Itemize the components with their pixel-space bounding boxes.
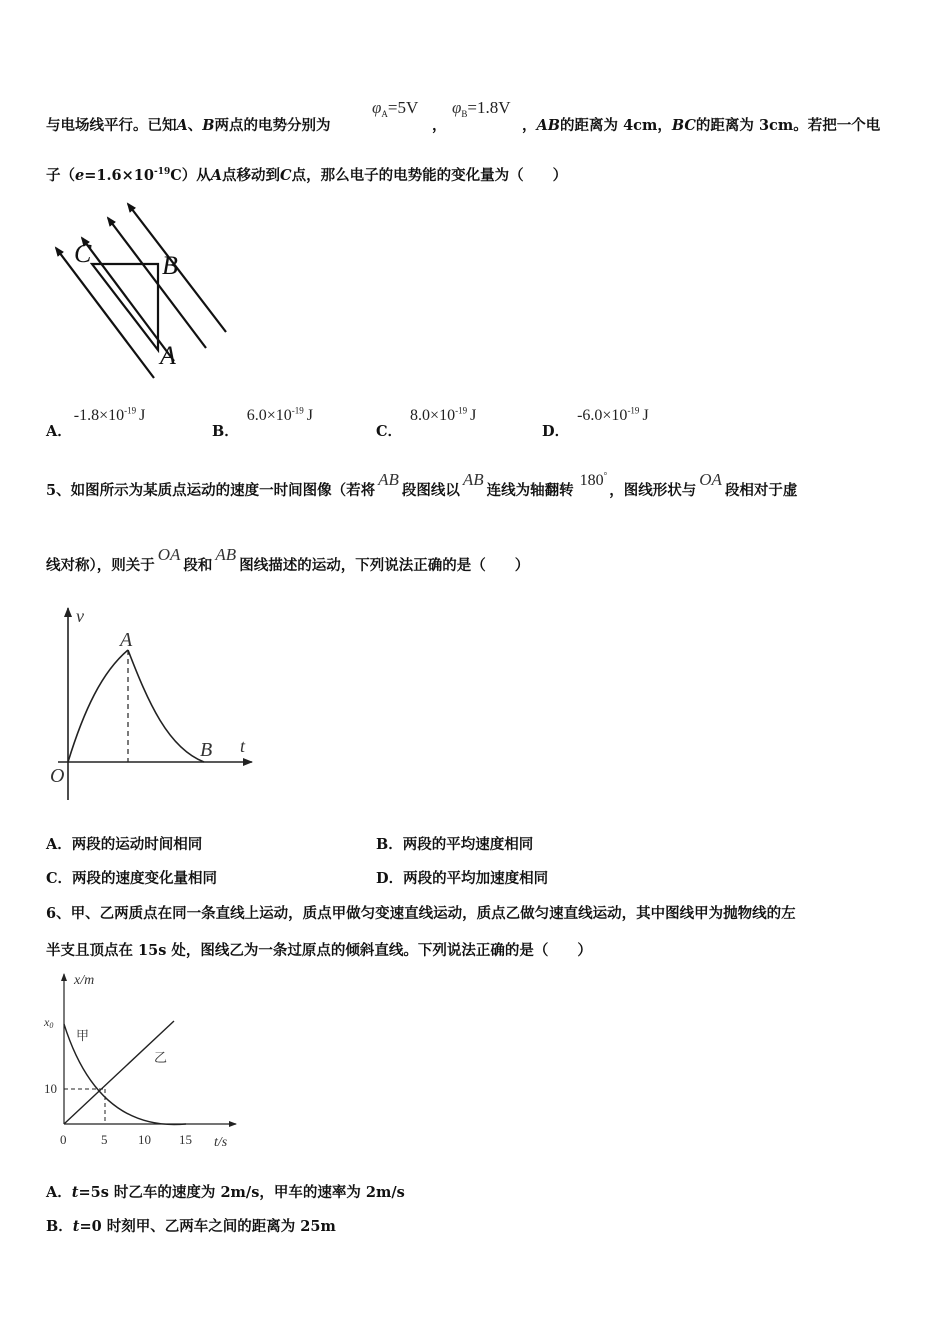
time-symbol: t bbox=[72, 1218, 80, 1235]
q4-stem-line1-tail bbox=[522, 114, 880, 135]
triangle-abc bbox=[92, 264, 158, 350]
times-ten: ×10 bbox=[430, 407, 456, 424]
segment-ab: AB bbox=[462, 470, 484, 489]
q4-text: 、 bbox=[187, 117, 203, 134]
option-letter: C． bbox=[376, 423, 403, 440]
option-letter: B． bbox=[212, 423, 239, 440]
electric-field-figure bbox=[44, 196, 244, 382]
q5-option-d[interactable]: D．两段的平均加速度相同 bbox=[376, 870, 549, 887]
times-ten: ×10 bbox=[602, 407, 628, 424]
option-text: =5s 时乙车的速度为 2m/s，甲车的速率为 2m/s bbox=[78, 1184, 405, 1201]
q5-option-b[interactable]: B．两段的平均速度相同 bbox=[376, 836, 534, 853]
angle-180 bbox=[580, 472, 608, 489]
q5-option-c[interactable]: C．两段的速度变化量相同 bbox=[46, 870, 218, 887]
option-letter: B． bbox=[46, 1218, 73, 1235]
q5-stem-line1 bbox=[46, 470, 798, 500]
x-axis-label-text: x/m bbox=[74, 973, 95, 988]
exponent: -19 bbox=[627, 405, 640, 416]
q5-text: ，图线形状与 bbox=[609, 482, 697, 499]
label-a: A bbox=[160, 341, 176, 370]
q6-stem-line2: 半支且顶点在 15s 处，图线乙为一条过原点的倾斜直线。下列说法正确的是（ ） bbox=[46, 942, 592, 959]
q4-text: 子（ bbox=[46, 167, 75, 184]
x-tick-10: 10 bbox=[138, 1132, 151, 1147]
segment-ab: AB bbox=[215, 545, 237, 564]
electron-charge-symbol: e bbox=[75, 167, 85, 184]
segment-oa: OA bbox=[157, 545, 181, 564]
q4-text: 点，那么电子的电势能的变化量为（ ） bbox=[291, 167, 568, 184]
times-ten: ×10 bbox=[266, 407, 292, 424]
x0-label bbox=[43, 1015, 53, 1030]
q4-option-d[interactable] bbox=[542, 404, 649, 440]
time-symbol: t bbox=[71, 1184, 79, 1201]
label-c: C bbox=[74, 239, 92, 268]
q4-option-c[interactable] bbox=[376, 404, 477, 440]
phi-a-expression bbox=[372, 98, 418, 119]
phi-b-value: =1.8V bbox=[467, 98, 511, 117]
option-letter: A． bbox=[46, 423, 72, 440]
x-axis-label bbox=[73, 973, 94, 988]
y-tick-10: 10 bbox=[44, 1081, 57, 1096]
q5-text: 5、如图所示为某质点运动的速度一时间图像（若将 bbox=[46, 482, 376, 499]
times-ten: ×10 bbox=[99, 407, 125, 424]
segment-bc: BC bbox=[671, 117, 696, 134]
phi-b-expression bbox=[452, 98, 511, 119]
angle-value: 180 bbox=[579, 472, 604, 489]
phi-subscript: A bbox=[381, 109, 388, 120]
degree-mark: ° bbox=[603, 470, 608, 481]
q6-stem-line1: 6、甲、乙两质点在同一条直线上运动，质点甲做匀变速直线运动，质点乙做匀速直线运动，其中图线甲为抛物线的左 bbox=[46, 905, 796, 922]
unit: J bbox=[642, 407, 649, 424]
t-label: t bbox=[240, 736, 246, 756]
q5-stem-line2 bbox=[46, 545, 530, 575]
oa-curve bbox=[68, 650, 128, 762]
velocity-time-graph bbox=[44, 600, 264, 810]
phi-subscript: B bbox=[461, 109, 468, 120]
q4-text: 的距离为 4cm， bbox=[560, 117, 672, 134]
phi-a-value: =5V bbox=[387, 98, 419, 117]
segment-ab: AB bbox=[536, 117, 561, 134]
x0-subscript: 0 bbox=[49, 1021, 54, 1030]
q5-text: 段图线以 bbox=[401, 482, 460, 499]
mantissa: 6.0 bbox=[246, 407, 267, 424]
yi-label: 乙 bbox=[154, 1051, 168, 1066]
exponent: -19 bbox=[291, 405, 304, 416]
option-letter: A． bbox=[46, 1184, 72, 1201]
exponent: -19 bbox=[455, 405, 468, 416]
q6-option-b[interactable] bbox=[46, 1215, 336, 1236]
q5-text: 图线描述的运动，下列说法正确的是（ ） bbox=[239, 557, 530, 574]
q4-text: ， bbox=[432, 117, 447, 134]
point-b-label: B bbox=[202, 117, 215, 134]
q5-option-a[interactable]: A．两段的运动时间相同 bbox=[46, 836, 203, 853]
q4-text: =1.6×10 bbox=[84, 167, 154, 184]
q4-option-a[interactable] bbox=[46, 404, 146, 440]
exponent: -19 bbox=[124, 405, 137, 416]
x-tick-0: 0 bbox=[60, 1132, 67, 1147]
origin-label: O bbox=[50, 765, 65, 787]
q5-text: 线对称），则关于 bbox=[46, 557, 155, 574]
q5-text: 段和 bbox=[183, 557, 213, 574]
option-value bbox=[577, 407, 649, 424]
q4-text: 点移动到 bbox=[222, 167, 281, 184]
x-tick-5: 5 bbox=[101, 1132, 108, 1147]
unit: J bbox=[139, 407, 146, 424]
point-a-label: A bbox=[210, 167, 223, 184]
unit: J bbox=[306, 407, 314, 424]
q4-text: C）从 bbox=[170, 167, 211, 184]
q4-text: 的距离为 3cm。若把一个电 bbox=[695, 117, 881, 134]
point-a-label: A bbox=[176, 117, 188, 134]
q5-text: 段相对于虚 bbox=[724, 482, 798, 499]
q4-option-b[interactable] bbox=[212, 404, 314, 440]
phi-symbol: φ bbox=[372, 98, 382, 117]
option-value bbox=[247, 407, 313, 424]
option-value bbox=[74, 407, 146, 424]
option-letter: D． bbox=[542, 423, 570, 440]
jia-label: 甲 bbox=[76, 1029, 90, 1044]
mantissa: 8.0 bbox=[410, 407, 431, 424]
option-value bbox=[410, 407, 476, 424]
point-c-label: C bbox=[280, 167, 292, 184]
q4-stem-line1 bbox=[46, 114, 331, 135]
x0-symbol: x bbox=[44, 1015, 50, 1029]
point-b-label: B bbox=[200, 739, 213, 761]
q5-text: 连线为轴翻转 bbox=[486, 482, 574, 499]
segment-oa: OA bbox=[699, 470, 722, 489]
position-time-graph bbox=[36, 966, 246, 1156]
t-axis-label: t/s bbox=[214, 1135, 228, 1150]
segment-ab: AB bbox=[378, 470, 399, 489]
point-a-label: A bbox=[120, 629, 133, 651]
q6-option-a[interactable] bbox=[46, 1181, 405, 1202]
label-b: B bbox=[162, 251, 178, 280]
q4-text: 与电场线平行。已知 bbox=[46, 117, 177, 134]
option-text: =0 时刻甲、乙两车之间的距离为 25m bbox=[79, 1218, 336, 1235]
exponent: -19 bbox=[153, 167, 171, 178]
q4-text: 两点的电势分别为 bbox=[214, 117, 331, 134]
unit: J bbox=[470, 407, 477, 424]
q4-stem-line2 bbox=[46, 164, 567, 185]
v-label: v bbox=[76, 606, 84, 626]
x-tick-15: 15 bbox=[179, 1132, 192, 1147]
ab-curve bbox=[128, 650, 204, 762]
mantissa: -1.8 bbox=[73, 407, 100, 424]
mantissa: -6.0 bbox=[577, 407, 603, 424]
q4-text: ， bbox=[522, 117, 537, 134]
phi-symbol: φ bbox=[452, 98, 462, 117]
